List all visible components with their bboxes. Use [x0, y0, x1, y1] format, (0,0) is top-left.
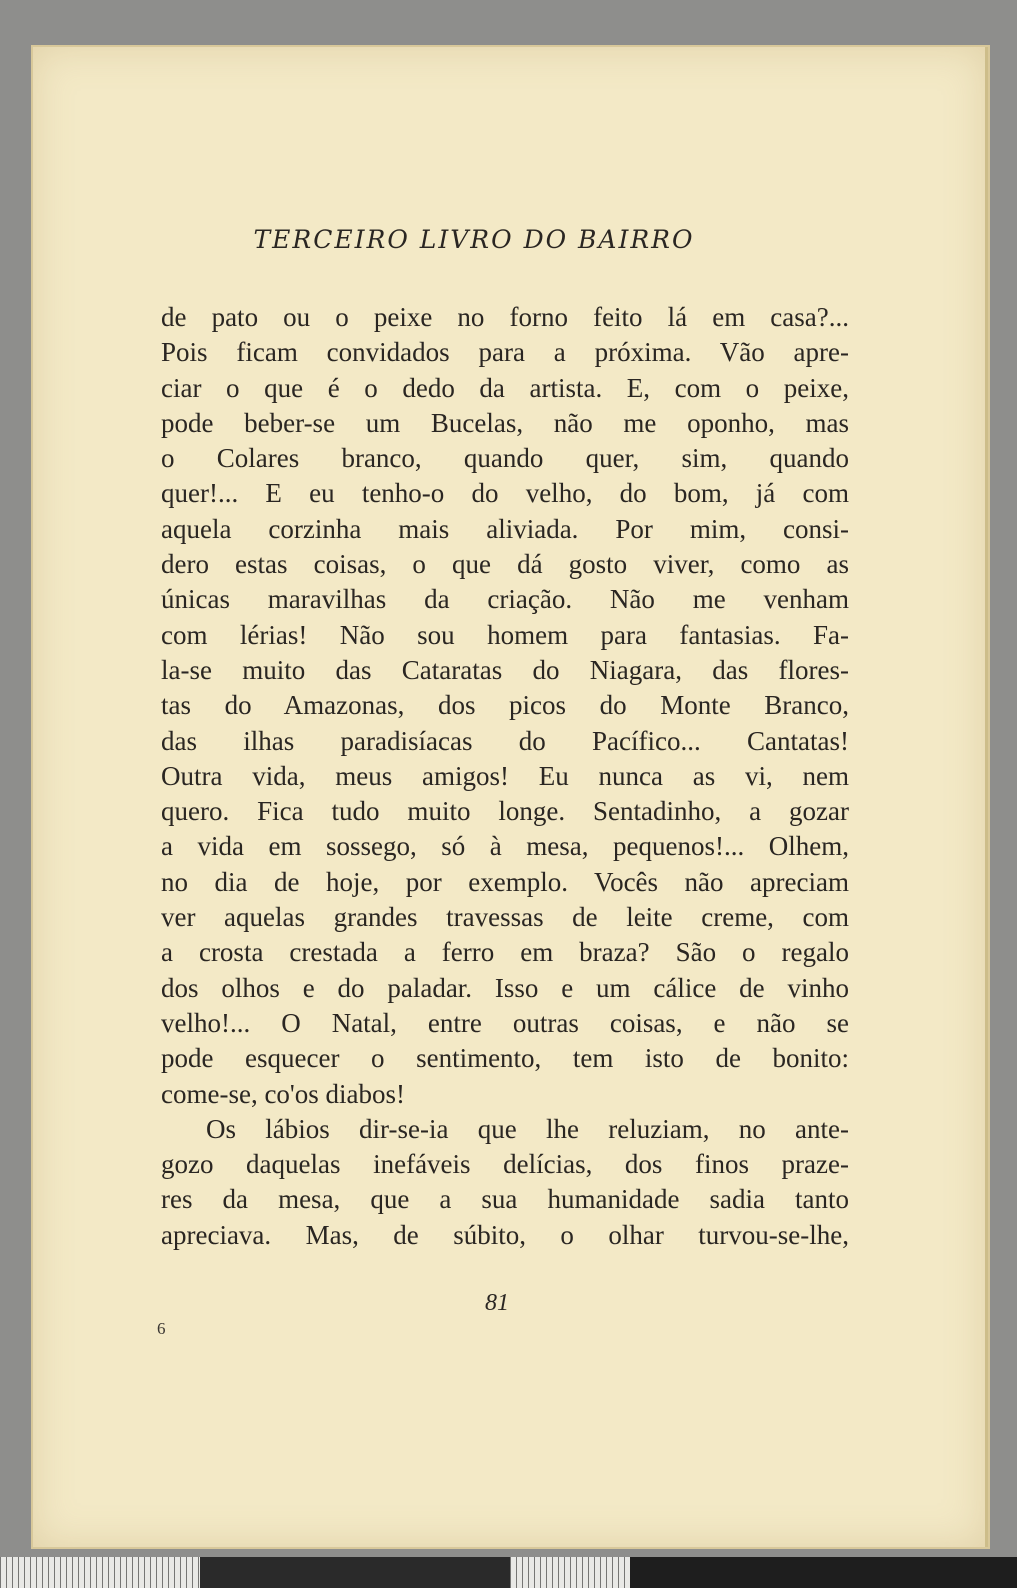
text-line: Outra vida, meus amigos! Eu nunca as vi, nem — [161, 760, 849, 791]
body-text — [161, 300, 849, 1253]
text-line: aquela corzinha mais aliviada. Por mim, consi- — [161, 513, 849, 544]
text-line: de pato ou o peixe no forno feito lá em casa?... — [161, 302, 849, 332]
text-line: com lérias! Não sou homem para fantasias. Fa- — [161, 619, 849, 650]
book-page — [33, 47, 988, 1547]
text-line: gozo daquelas inefáveis delícias, dos finos praze- — [161, 1149, 849, 1180]
ruler-ticks — [0, 1557, 200, 1588]
text-line: quer!... E eu tenho-o do velho, do bom, já com — [161, 478, 849, 509]
running-head: TERCEIRO LIVRO DO BAIRRO — [253, 225, 695, 254]
page-number: 81 — [485, 1290, 509, 1316]
text-line: das ilhas paradisíacas do Pacífico... Cantatas! — [161, 725, 849, 756]
text-line: come-se, co'os diabos! — [161, 1078, 406, 1109]
text-line: a crosta crestada a ferro em braza? São o regalo — [161, 937, 849, 968]
text-line: únicas maravilhas da criação. Não me venham — [161, 584, 849, 615]
text-line: ver aquelas grandes travessas de leite creme, com — [161, 902, 849, 933]
color-bar — [630, 1557, 1017, 1588]
text-line: a vida em sossego, só à mesa, pequenos!... Olhem, — [161, 831, 849, 862]
text-line: no dia de hoje, por exemplo. Vocês não apreciam — [161, 866, 849, 897]
text-line: pode esquecer o sentimento, tem isto de bonito: — [161, 1043, 849, 1074]
color-bar — [200, 1557, 510, 1588]
text-line: dos olhos e do paladar. Isso e um cálice de vinho — [161, 972, 849, 1003]
text-line: ciar o que é o dedo da artista. E, com o peixe, — [161, 372, 849, 403]
ruler-ticks — [510, 1557, 630, 1588]
text-line: quero. Fica tudo muito longe. Sentadinho, a gozar — [161, 796, 849, 827]
text-line: Pois ficam convidados para a próxima. Vão apre- — [161, 337, 849, 368]
text-line: Os lábios dir-se-ia que lhe reluziam, no ante- — [206, 1113, 849, 1144]
text-line: tas do Amazonas, dos picos do Monte Branco, — [161, 690, 849, 721]
text-line: dero estas coisas, o que dá gosto viver, como as — [161, 549, 849, 580]
signature-mark: 6 — [157, 1319, 166, 1338]
text-line: apreciava. Mas, de súbito, o olhar turvou-se-lhe, — [161, 1219, 849, 1250]
text-line: o Colares branco, quando quer, sim, quando — [161, 443, 849, 474]
scan-ruler — [0, 1557, 1017, 1588]
text-line: res da mesa, que a sua humanidade sadia tanto — [161, 1184, 849, 1215]
text-line: pode beber-se um Bucelas, não me oponho, mas — [161, 407, 849, 438]
text-line: la-se muito das Cataratas do Niagara, das flores- — [161, 654, 849, 685]
text-line: velho!... O Natal, entre outras coisas, e não se — [161, 1007, 849, 1038]
